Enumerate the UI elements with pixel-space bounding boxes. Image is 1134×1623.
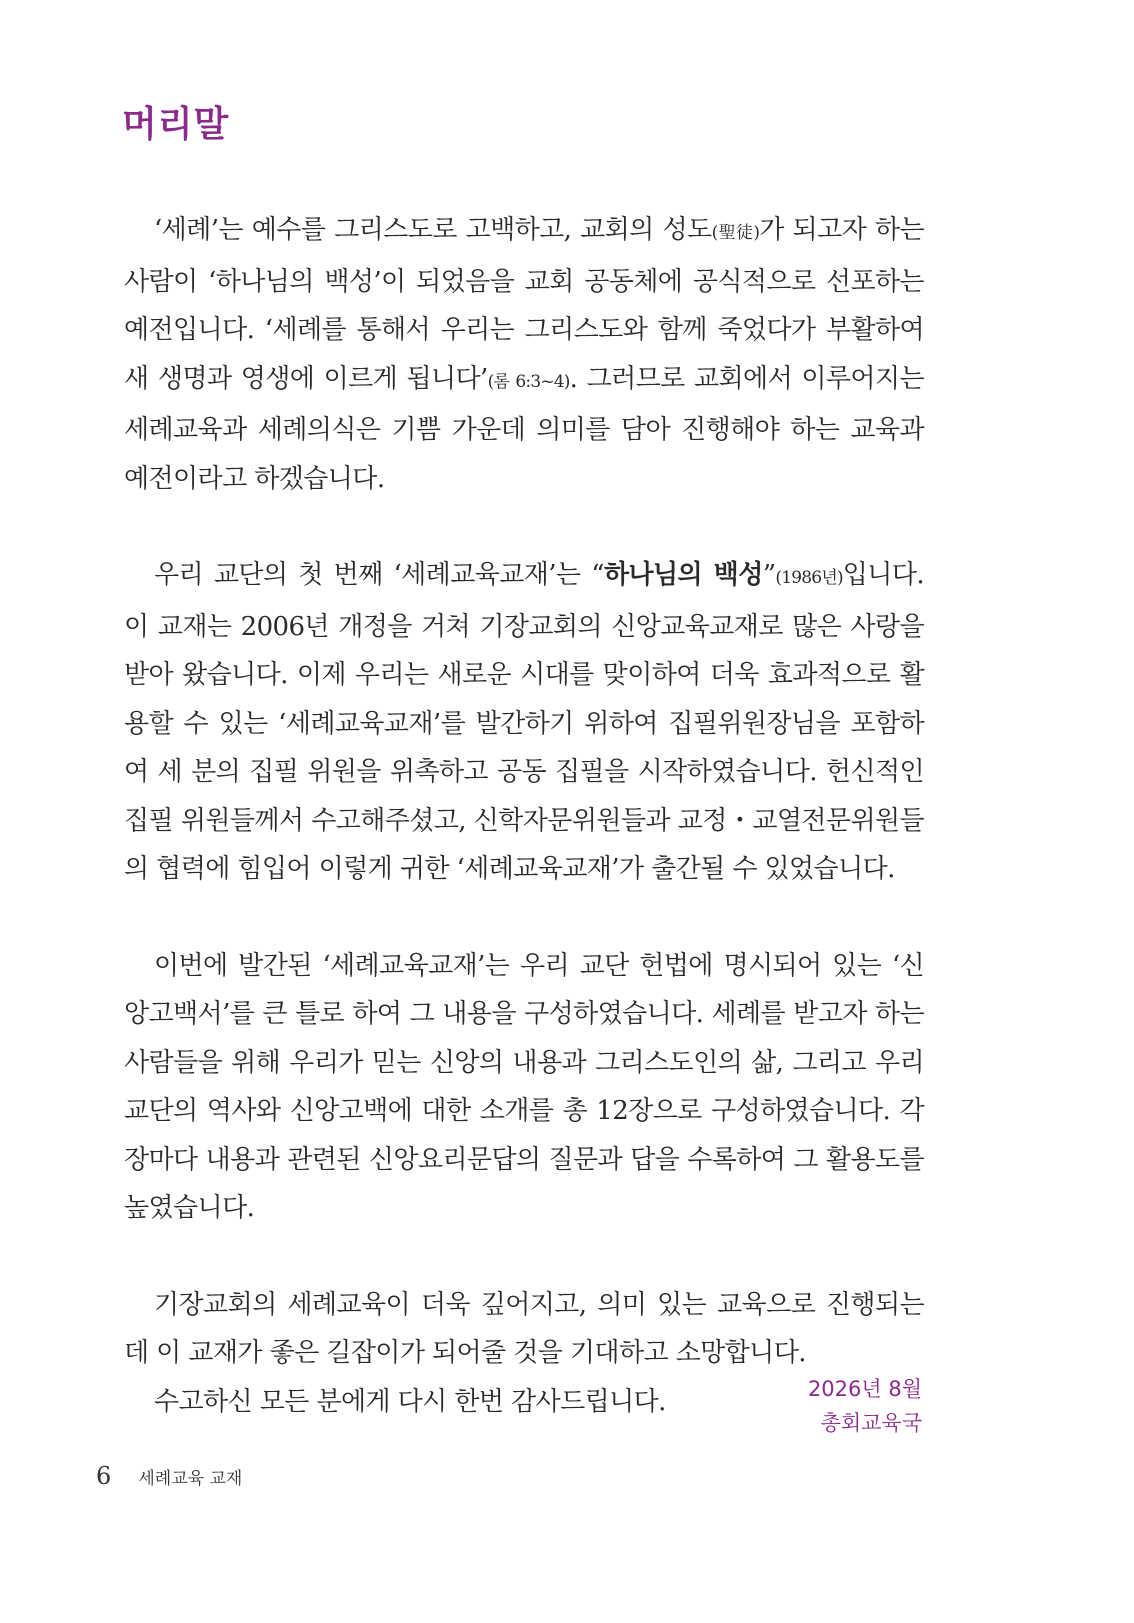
paragraph-1-text-e: . 그러므로 교회에서 이루어지는 세례교육과 세례의식은 기쁨 가운데 의미를 담아 진행해야 하는 교육과 예전이라고 하겠습니다. xyxy=(124,363,924,494)
paragraph-1-text-c: 가 되고자 하는 사람이 ‘하나님의 백성’이 되었음을 교회 공동체에 공식적으로 선포하는 예전입니다. ‘세례를 통해서 우리는 그리스도와 함께 죽었다가 부활하여 새 생명과 영생에 이르게 됩니다’ xyxy=(124,215,924,394)
signature-date: 2026년 8월 xyxy=(807,1377,922,1401)
paragraph-2 xyxy=(124,551,924,894)
page-footer xyxy=(96,1462,242,1490)
paragraph-3: 이번에 발간된 ‘세례교육교재’는 우리 교단 헌법에 명시되어 있는 ‘신앙고백서’를 큰 틀로 하여 그 내용을 구성하였습니다. 세례를 받고자 하는 사람들을 위해 우리가 믿는 신앙의 내용과 그리스도인의 삶, 그리고 우리 교단의 역사와 신앙고백에 대한 소개를 총 12장으로 구성하였습니다. 각 장마다 내용과 관련된 신앙요리문답의 질문과 답을 수록하여 그 활용도를 높였습니다. xyxy=(124,950,924,1223)
paragraph-1-text-a: ‘세례’는 예수를 그리스도로 고백하고, 교회의 성도 xyxy=(154,215,712,245)
signature-block xyxy=(808,1372,922,1440)
preface-body xyxy=(124,206,924,1426)
closing-thanks: 수고하신 모든 분에게 다시 한번 감사드립니다. xyxy=(154,1386,666,1417)
scripture-reference: (롬 6:3~4) xyxy=(487,371,570,392)
page-number: 6 xyxy=(96,1462,112,1490)
running-title: 세례교육 교재 xyxy=(138,1469,243,1489)
page-title: 머리말 xyxy=(122,104,230,145)
paragraph-2-text-a: 우리 교단의 첫 번째 ‘세례교육교재’는 “ xyxy=(154,560,604,590)
year-annotation: (1986년) xyxy=(775,568,843,588)
paragraph-1 xyxy=(124,206,924,503)
hanja-annotation: (聖徒) xyxy=(711,223,760,243)
paragraph-2-text-c: ” xyxy=(762,560,776,590)
book-title-bold: 하나님의 백성 xyxy=(603,560,763,590)
signature-organization: 총회교육국 xyxy=(820,1411,922,1435)
paragraph-4-text-a: 기장교회의 세례교육이 더욱 깊어지고, 의미 있는 교육으로 진행되는데 이 교재가 좋은 길잡이가 되어줄 것을 기대하고 소망합니다. xyxy=(124,1289,924,1368)
paragraph-2-text-e: 입니다. 이 교재는 2006년 개정을 거쳐 기장교회의 신앙교육교재로 많은 사랑을 받아 왔습니다. 이제 우리는 새로운 시대를 맞이하여 더욱 효과적으로 활용할 수 있는 ‘세례교육교재’를 발간하기 위하여 집필위원장님을 포함하여 세 분의 집필 위원을 위촉하고 공동 집필을 시작하였습니다. 헌신적인 집필 위원들께서 수고해주셨고, 신학자문위원들과 교정・교열전문위원들의 협력에 힘입어 이렇게 귀한 ‘세례교육교재’가 출간될 수 있었습니다. xyxy=(124,560,924,884)
paragraph-4 xyxy=(124,1281,924,1427)
